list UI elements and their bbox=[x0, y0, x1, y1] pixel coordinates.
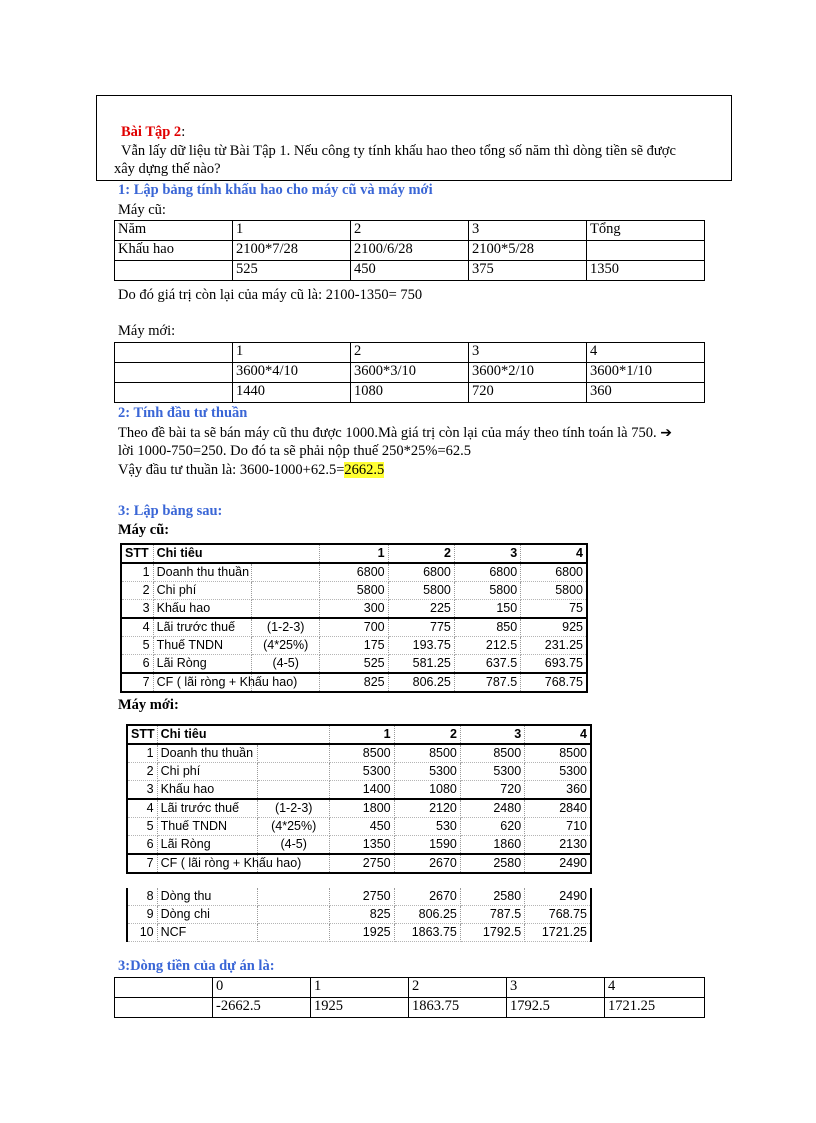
sheet-row bbox=[127, 781, 591, 800]
new-machine-sheet-label: Máy mới: bbox=[118, 697, 179, 713]
section2-heading: 2: Tính đầu tư thuần bbox=[118, 405, 248, 421]
old-machine-sheet-label: Máy cũ: bbox=[118, 522, 170, 538]
sheet-cell: 5 bbox=[121, 637, 153, 655]
sheet-row bbox=[121, 618, 587, 637]
sheet-cell: 768.75 bbox=[521, 673, 587, 692]
sheet-cell: 450 bbox=[330, 818, 394, 836]
sheet-cell: Doanh thu thuần bbox=[157, 744, 257, 763]
sheet-cell: 806.25 bbox=[394, 906, 460, 924]
sheet-cell: 825 bbox=[320, 673, 388, 692]
sheet-cell: (4-5) bbox=[252, 655, 320, 674]
sheet-cell: 5300 bbox=[525, 763, 591, 781]
sheet-cell: 360 bbox=[525, 781, 591, 800]
table-row bbox=[115, 261, 705, 281]
sheet-cell: (4-5) bbox=[258, 836, 330, 855]
table-cell bbox=[115, 261, 233, 281]
investment-line-2: lời 1000-750=250. Do đó ta sẽ phải nộp thuế 250*25%=62.5 bbox=[118, 443, 472, 459]
sheet-cell: 787.5 bbox=[454, 673, 520, 692]
table-cell: Khấu hao bbox=[115, 241, 233, 261]
sheet-row bbox=[121, 637, 587, 655]
sheet-cell: 2580 bbox=[460, 888, 524, 906]
table-cell: 3 bbox=[507, 978, 605, 998]
table-cell bbox=[115, 978, 213, 998]
sheet-cell: Thuế TNDN bbox=[153, 637, 251, 655]
sheet-header-cell: 4 bbox=[525, 725, 591, 744]
sheet-cell: 5300 bbox=[460, 763, 524, 781]
sheet-cell bbox=[258, 781, 330, 800]
sheet-cell: 2750 bbox=[330, 854, 394, 873]
sheet-cell: 8500 bbox=[460, 744, 524, 763]
table-cell: 1 bbox=[233, 343, 351, 363]
sheet-row bbox=[127, 854, 591, 873]
table-cell: 3600*4/10 bbox=[233, 363, 351, 383]
sheet-header-cell: 4 bbox=[521, 544, 587, 563]
sheet-cell bbox=[252, 563, 320, 582]
table-row bbox=[115, 363, 705, 383]
table-cell: Tổng bbox=[587, 221, 705, 241]
table-cell bbox=[115, 363, 233, 383]
sheet-cell: (4*25%) bbox=[252, 637, 320, 655]
sheet-cell: 775 bbox=[388, 618, 454, 637]
sheet-cell: 1721.25 bbox=[525, 924, 591, 942]
old-remaining-value: Do đó giá trị còn lại của máy cũ là: 2100-1350= 750 bbox=[118, 287, 423, 303]
old-machine-sheet bbox=[120, 543, 588, 693]
sheet-cell: 5300 bbox=[394, 763, 460, 781]
sheet-cell: 2670 bbox=[394, 854, 460, 873]
sheet-header-cell: 2 bbox=[394, 725, 460, 744]
sheet-cell: 530 bbox=[394, 818, 460, 836]
sheet-cell: 768.75 bbox=[525, 906, 591, 924]
sheet-cell: (4*25%) bbox=[258, 818, 330, 836]
old-machine-label: Máy cũ: bbox=[118, 202, 166, 218]
table-cell: 1863.75 bbox=[409, 998, 507, 1018]
table-cell: Năm bbox=[115, 221, 233, 241]
sheet-cell: 693.75 bbox=[521, 655, 587, 674]
table-cell: 1792.5 bbox=[507, 998, 605, 1018]
sheet-row bbox=[127, 924, 591, 942]
sheet-row bbox=[121, 655, 587, 674]
sheet-cell: 6 bbox=[121, 655, 153, 674]
sheet-row bbox=[127, 888, 591, 906]
table-cell: 0 bbox=[213, 978, 311, 998]
sheet-header-cell: Chi tiêu bbox=[157, 725, 330, 744]
table-cell: 1925 bbox=[311, 998, 409, 1018]
sheet-cell bbox=[258, 924, 330, 942]
sheet-cell: 1400 bbox=[330, 781, 394, 800]
sheet-cell: Doanh thu thuần bbox=[153, 563, 251, 582]
sheet-cell: 6800 bbox=[388, 563, 454, 582]
new-machine-sheet bbox=[126, 724, 592, 942]
table-cell: 2 bbox=[409, 978, 507, 998]
sheet-cell: 1 bbox=[127, 744, 157, 763]
table-row bbox=[115, 343, 705, 363]
table-cell: 4 bbox=[605, 978, 705, 998]
sheet-cell: CF ( lãi ròng + Khấu hao) bbox=[153, 673, 251, 692]
sheet-cell: Thuế TNDN bbox=[157, 818, 257, 836]
table-cell: 3600*3/10 bbox=[351, 363, 469, 383]
sheet-cell: 231.25 bbox=[521, 637, 587, 655]
sheet-cell: 193.75 bbox=[388, 637, 454, 655]
sheet-cell: 925 bbox=[521, 618, 587, 637]
sheet-cell: 2580 bbox=[460, 854, 524, 873]
table-cell: 3 bbox=[469, 221, 587, 241]
sheet-header-cell: Chi tiêu bbox=[153, 544, 320, 563]
sheet-cell: 1 bbox=[121, 563, 153, 582]
sheet-cell: 787.5 bbox=[460, 906, 524, 924]
sheet-cell: Chi phí bbox=[153, 582, 251, 600]
table-cell bbox=[115, 998, 213, 1018]
sheet-cell: 2670 bbox=[394, 888, 460, 906]
sheet-cell: 5800 bbox=[521, 582, 587, 600]
table-cell bbox=[115, 383, 233, 403]
table-row bbox=[115, 241, 705, 261]
sheet-row bbox=[127, 744, 591, 763]
sheet-cell: 2 bbox=[121, 582, 153, 600]
sheet-cell: 6800 bbox=[320, 563, 388, 582]
sheet-cell: 75 bbox=[521, 600, 587, 619]
sheet-cell: 1590 bbox=[394, 836, 460, 855]
sheet-cell: 3 bbox=[127, 781, 157, 800]
sheet-cell bbox=[252, 600, 320, 619]
table-cell: 360 bbox=[587, 383, 705, 403]
arrow-right-icon: ➔ bbox=[660, 425, 672, 441]
net-investment-value: 2662.5 bbox=[344, 462, 385, 478]
sheet-cell: 1080 bbox=[394, 781, 460, 800]
sheet-cell: 1792.5 bbox=[460, 924, 524, 942]
sheet-header-cell: STT bbox=[121, 544, 153, 563]
new-depreciation-table bbox=[114, 342, 705, 403]
table-cell: 3600*1/10 bbox=[587, 363, 705, 383]
sheet-cell: Lãi Ròng bbox=[153, 655, 251, 674]
table-row bbox=[115, 383, 705, 403]
sheet-cell: Chi phí bbox=[157, 763, 257, 781]
section1-heading: 1: Lập bảng tính khấu hao cho máy cũ và máy mới bbox=[118, 182, 433, 198]
investment-line-1: Theo đề bài ta sẽ bán máy cũ thu được 1000.Mà giá trị còn lại của máy theo tính toán là 750. ➔ bbox=[118, 425, 672, 441]
sheet-cell: 637.5 bbox=[454, 655, 520, 674]
sheet-cell: 7 bbox=[127, 854, 157, 873]
sheet-header-cell: 1 bbox=[320, 544, 388, 563]
table-cell: 1350 bbox=[587, 261, 705, 281]
sheet-cell: 2 bbox=[127, 763, 157, 781]
table-cell: 2100*5/28 bbox=[469, 241, 587, 261]
sheet-cell: 9 bbox=[127, 906, 157, 924]
sheet-header-cell: 3 bbox=[454, 544, 520, 563]
sheet-cell: 525 bbox=[320, 655, 388, 674]
sheet-cell: 710 bbox=[525, 818, 591, 836]
table-cell: 1721.25 bbox=[605, 998, 705, 1018]
sheet-cell bbox=[258, 888, 330, 906]
table-cell: 525 bbox=[233, 261, 351, 281]
table-cell: 375 bbox=[469, 261, 587, 281]
sheet-cell: 850 bbox=[454, 618, 520, 637]
sheet-cell: 1860 bbox=[460, 836, 524, 855]
sheet-row bbox=[127, 763, 591, 781]
table-cell bbox=[587, 241, 705, 261]
sheet-cell: 6800 bbox=[454, 563, 520, 582]
sheet-header-cell: STT bbox=[127, 725, 157, 744]
sheet-cell: 720 bbox=[460, 781, 524, 800]
table-cell: 450 bbox=[351, 261, 469, 281]
sheet-row bbox=[127, 818, 591, 836]
sheet-cell: 150 bbox=[454, 600, 520, 619]
sheet-cell: 1925 bbox=[330, 924, 394, 942]
sheet-row bbox=[121, 582, 587, 600]
sheet-cell: CF ( lãi ròng + Khấu hao) bbox=[157, 854, 257, 873]
sheet-cell: 300 bbox=[320, 600, 388, 619]
sheet-cell bbox=[252, 582, 320, 600]
sheet-cell: 5300 bbox=[330, 763, 394, 781]
sheet-cell: 5 bbox=[127, 818, 157, 836]
sheet-cell: 2120 bbox=[394, 799, 460, 818]
table-row bbox=[115, 998, 705, 1018]
table-cell: 2 bbox=[351, 221, 469, 241]
table-cell: 2 bbox=[351, 343, 469, 363]
investment-line-3: Vậy đầu tư thuần là: 3600-1000+62.5=2662.5 bbox=[118, 462, 385, 478]
sheet-header-cell: 1 bbox=[330, 725, 394, 744]
section4-heading: 3:Dòng tiền của dự án là: bbox=[118, 958, 275, 974]
table-cell: 3600*2/10 bbox=[469, 363, 587, 383]
sheet-header-row bbox=[121, 544, 587, 563]
sheet-header-row bbox=[127, 725, 591, 744]
sheet-cell: 212.5 bbox=[454, 637, 520, 655]
sheet-cell: 1800 bbox=[330, 799, 394, 818]
sheet-row bbox=[127, 906, 591, 924]
sheet-cell: 2130 bbox=[525, 836, 591, 855]
sheet-row bbox=[121, 563, 587, 582]
sheet-cell: Dòng chi bbox=[157, 906, 257, 924]
sheet-row bbox=[121, 600, 587, 619]
sheet-cell: 700 bbox=[320, 618, 388, 637]
sheet-cell: 4 bbox=[121, 618, 153, 637]
exercise-title: Bài Tập 2: bbox=[121, 124, 186, 140]
sheet-cell: Lãi trước thuế bbox=[157, 799, 257, 818]
sheet-cell: Lãi Ròng bbox=[157, 836, 257, 855]
new-machine-label: Máy mới: bbox=[118, 323, 176, 339]
sheet-cell bbox=[258, 744, 330, 763]
intro-text-1: Vẫn lấy dữ liệu từ Bài Tập 1. Nếu công ty tính khấu hao theo tổng số năm thì dòng tiền sẽ được bbox=[121, 143, 676, 159]
intro-text-2: xây dựng thế nào? bbox=[114, 161, 221, 177]
sheet-cell: 1863.75 bbox=[394, 924, 460, 942]
sheet-cell: 2490 bbox=[525, 854, 591, 873]
sheet-cell: Khấu hao bbox=[157, 781, 257, 800]
sheet-cell: 5800 bbox=[388, 582, 454, 600]
table-cell: -2662.5 bbox=[213, 998, 311, 1018]
sheet-cell: 806.25 bbox=[388, 673, 454, 692]
sheet-cell: Dòng thu bbox=[157, 888, 257, 906]
section3-heading: 3: Lập bảng sau: bbox=[118, 503, 223, 519]
sheet-row bbox=[121, 673, 587, 692]
sheet-cell: Khấu hao bbox=[153, 600, 251, 619]
sheet-row bbox=[127, 836, 591, 855]
sheet-cell: 1350 bbox=[330, 836, 394, 855]
sheet-cell: 10 bbox=[127, 924, 157, 942]
old-depreciation-table bbox=[114, 220, 705, 281]
sheet-cell: 2840 bbox=[525, 799, 591, 818]
table-row bbox=[115, 978, 705, 998]
sheet-cell: 8500 bbox=[394, 744, 460, 763]
sheet-cell: 2750 bbox=[330, 888, 394, 906]
sheet-cell: 2480 bbox=[460, 799, 524, 818]
sheet-cell: 620 bbox=[460, 818, 524, 836]
table-cell: 1080 bbox=[351, 383, 469, 403]
table-cell: 1440 bbox=[233, 383, 351, 403]
table-cell: 720 bbox=[469, 383, 587, 403]
sheet-cell: NCF bbox=[157, 924, 257, 942]
table-cell: 1 bbox=[233, 221, 351, 241]
sheet-cell: 8500 bbox=[525, 744, 591, 763]
table-cell: 3 bbox=[469, 343, 587, 363]
table-cell: 4 bbox=[587, 343, 705, 363]
sheet-cell: 3 bbox=[121, 600, 153, 619]
sheet-cell: 5800 bbox=[320, 582, 388, 600]
table-row bbox=[115, 221, 705, 241]
sheet-cell: 5800 bbox=[454, 582, 520, 600]
sheet-header-cell: 2 bbox=[388, 544, 454, 563]
sheet-cell: Lãi trước thuế bbox=[153, 618, 251, 637]
sheet-cell: 4 bbox=[127, 799, 157, 818]
sheet-cell: 225 bbox=[388, 600, 454, 619]
sheet-cell: 6800 bbox=[521, 563, 587, 582]
cashflow-table bbox=[114, 977, 705, 1018]
sheet-cell: 825 bbox=[330, 906, 394, 924]
sheet-cell: 7 bbox=[121, 673, 153, 692]
sheet-cell bbox=[258, 763, 330, 781]
sheet-cell bbox=[258, 906, 330, 924]
sheet-cell: 175 bbox=[320, 637, 388, 655]
sheet-cell: 2490 bbox=[525, 888, 591, 906]
sheet-cell: 6 bbox=[127, 836, 157, 855]
sheet-cell: (1-2-3) bbox=[258, 799, 330, 818]
table-cell bbox=[115, 343, 233, 363]
sheet-header-cell: 3 bbox=[460, 725, 524, 744]
sheet-cell: 8 bbox=[127, 888, 157, 906]
sheet-cell: (1-2-3) bbox=[252, 618, 320, 637]
sheet-cell: 8500 bbox=[330, 744, 394, 763]
table-cell: 2100*7/28 bbox=[233, 241, 351, 261]
sheet-row bbox=[127, 799, 591, 818]
sheet-cell: 581.25 bbox=[388, 655, 454, 674]
table-cell: 1 bbox=[311, 978, 409, 998]
table-cell: 2100/6/28 bbox=[351, 241, 469, 261]
